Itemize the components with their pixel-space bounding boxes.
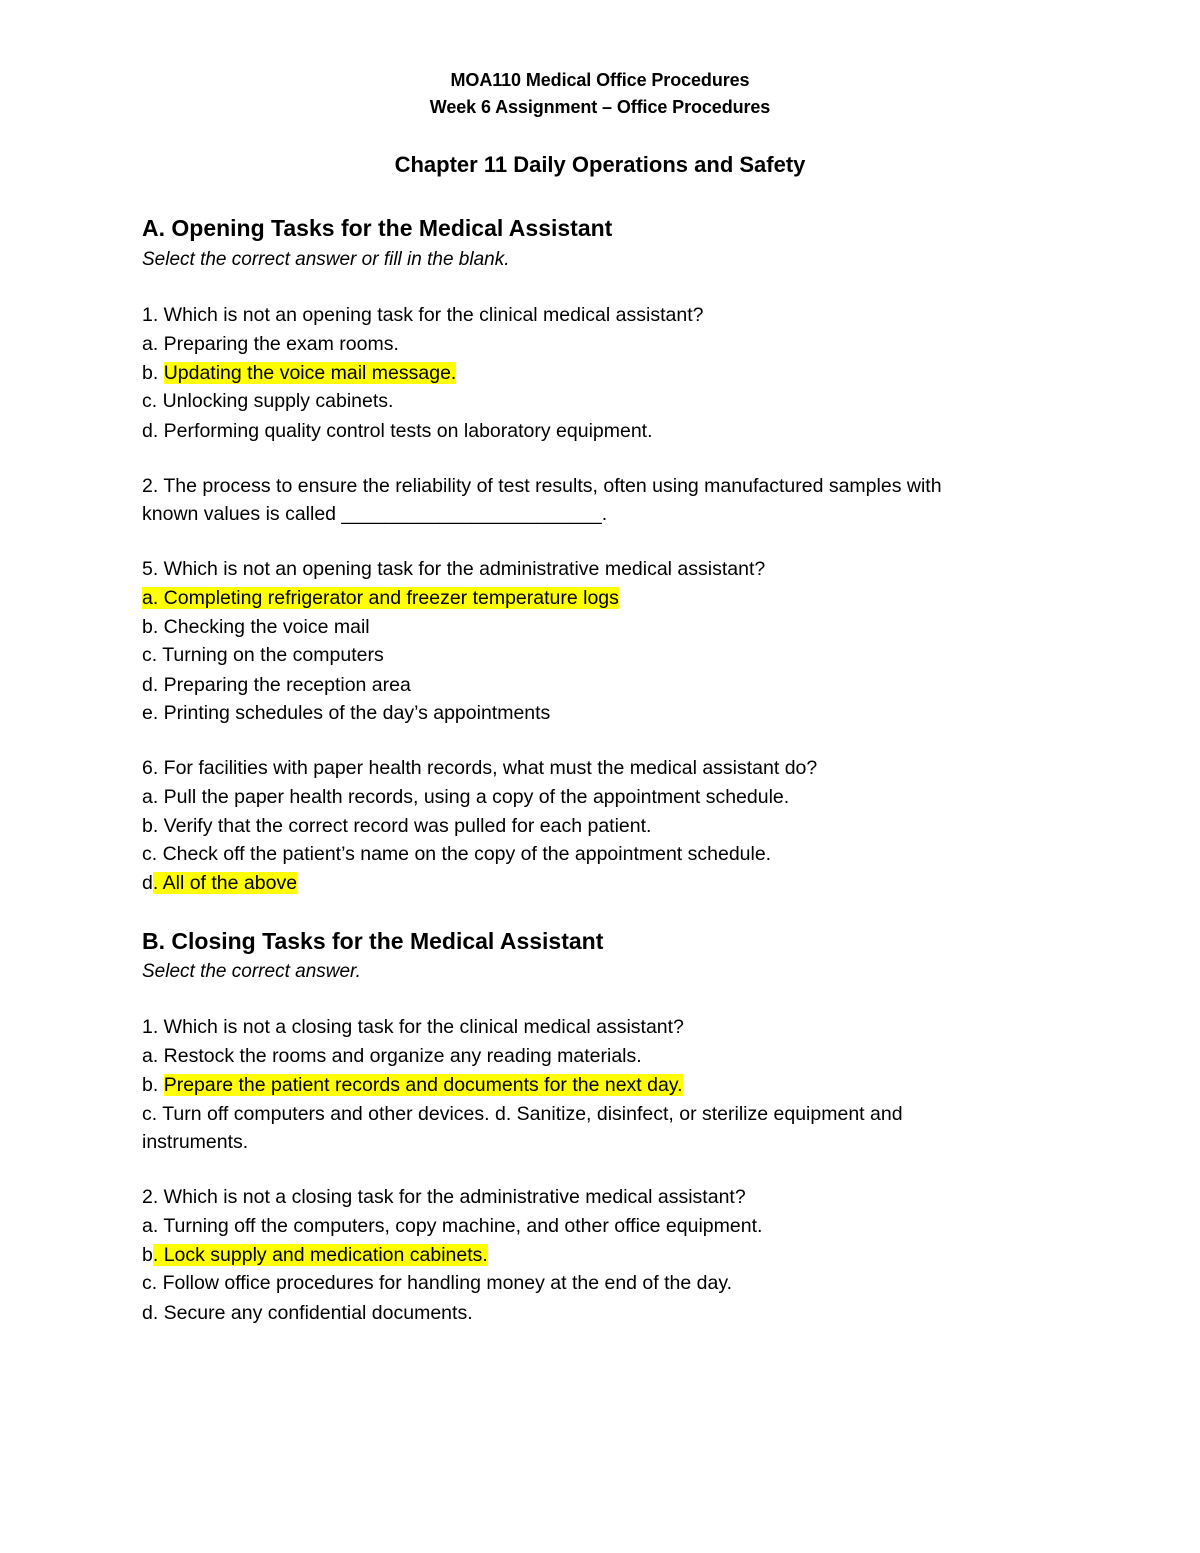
a-q6-option-c: c. Check off the patient’s name on the copy of the appointment schedule. (142, 843, 772, 865)
highlighted-answer: . Lock supply and medication cabinets. (152, 1244, 488, 1266)
option-prefix: b (142, 1244, 153, 1266)
highlighted-answer: Updating the voice mail message. (163, 362, 457, 384)
a-q5-option-c: c. Turning on the computers (142, 644, 384, 666)
a-q2-line-1: 2. The process to ensure the reliability of test results, often using manufactured samples with (142, 475, 942, 497)
a-q5-question: 5. Which is not an opening task for the administrative medical assistant? (142, 558, 766, 580)
a-q2-line-2: known values is called ________________________. (142, 503, 608, 525)
a-q6-option-a: a. Pull the paper health records, using a copy of the appointment schedule. (142, 786, 790, 808)
b-q2-option-a: a. Turning off the computers, copy machine, and other office equipment. (142, 1215, 763, 1237)
highlighted-answer: a. Completing refrigerator and freezer temperature logs (142, 587, 619, 609)
course-title: MOA110 Medical Office Procedures (450, 70, 750, 90)
a-q5-option-a (142, 585, 619, 611)
b-q2-option-c: c. Follow office procedures for handling money at the end of the day. (142, 1272, 733, 1294)
b-q1-option-c-line-2: instruments. (142, 1131, 249, 1153)
section-a-instruction: Select the correct answer or fill in the blank. (142, 249, 510, 270)
b-q2-option-d: d. Secure any confidential documents. (142, 1302, 473, 1324)
b-q1-option-c-line-1: c. Turn off computers and other devices. d. Sanitize, disinfect, or sterilize equipment and (142, 1103, 903, 1125)
a-q1-option-c: c. Unlocking supply cabinets. (142, 390, 394, 412)
option-prefix: b. (142, 1074, 164, 1096)
b-q1-option-b (142, 1072, 683, 1098)
highlighted-answer: . All of the above (152, 872, 298, 894)
chapter-title: Chapter 11 Daily Operations and Safety (394, 152, 806, 177)
a-q5-option-d: d. Preparing the reception area (142, 674, 411, 696)
a-q6-option-d (142, 870, 297, 896)
b-q1-question: 1. Which is not a closing task for the clinical medical assistant? (142, 1016, 684, 1038)
a-q1-question: 1. Which is not an opening task for the clinical medical assistant? (142, 304, 704, 326)
a-q6-question: 6. For facilities with paper health records, what must the medical assistant do? (142, 757, 818, 779)
option-prefix: d (142, 872, 153, 894)
a-q1-option-b (142, 360, 456, 386)
b-q1-option-a: a. Restock the rooms and organize any reading materials. (142, 1045, 642, 1067)
section-b-instruction: Select the correct answer. (142, 961, 361, 982)
b-q2-question: 2. Which is not a closing task for the administrative medical assistant? (142, 1186, 746, 1208)
a-q1-option-d: d. Performing quality control tests on laboratory equipment. (142, 420, 653, 442)
b-q2-option-b (142, 1242, 488, 1268)
section-a-heading: A. Opening Tasks for the Medical Assistant (142, 215, 613, 241)
a-q1-option-a: a. Preparing the exam rooms. (142, 333, 399, 355)
option-prefix: b. (142, 362, 164, 384)
a-q5-option-e: e. Printing schedules of the day’s appointments (142, 702, 551, 724)
assignment-title: Week 6 Assignment – Office Procedures (429, 97, 771, 117)
a-q5-option-b: b. Checking the voice mail (142, 616, 370, 638)
section-b-heading: B. Closing Tasks for the Medical Assistant (142, 928, 604, 954)
highlighted-answer: Prepare the patient records and documents for the next day. (163, 1074, 683, 1096)
a-q6-option-b: b. Verify that the correct record was pulled for each patient. (142, 815, 652, 837)
